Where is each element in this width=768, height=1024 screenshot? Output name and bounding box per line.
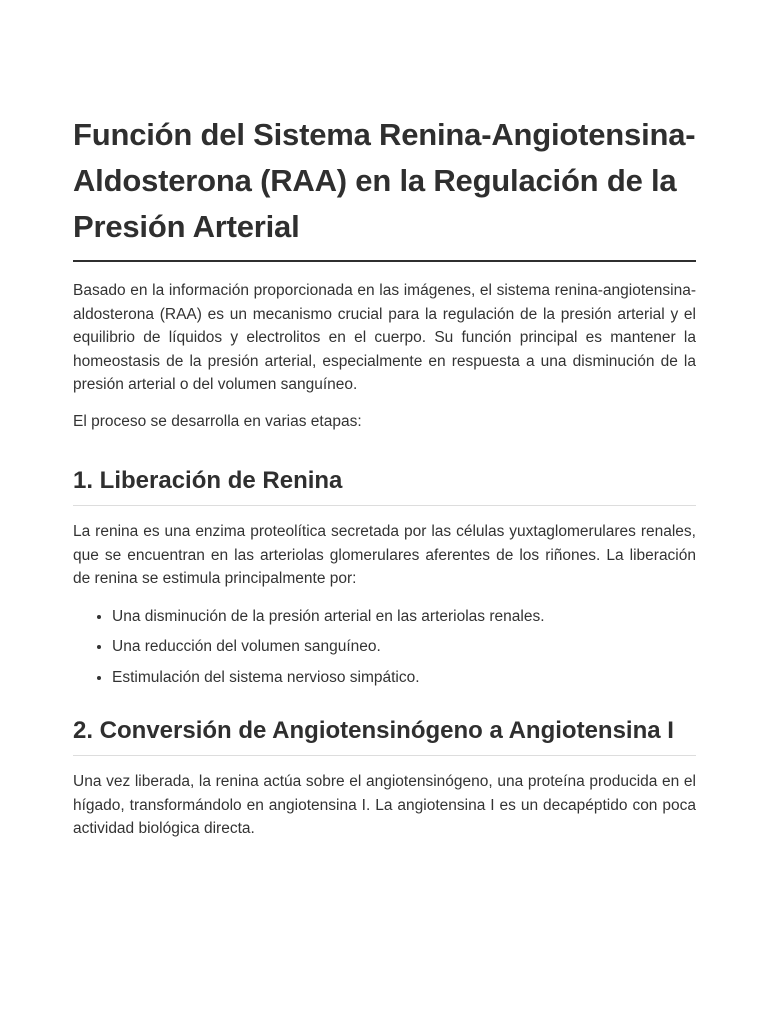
section-paragraph-angiotensin-conversion: Una vez liberada, la renina actúa sobre el angiotensinógeno, una proteína producida en el hígado, transformándolo en angiotensina I. La angiotensina I es un decapéptido con poca actividad biológica directa. (73, 773, 696, 837)
page-title: Función del Sistema Renina-Angiotensina-Aldosterona (RAA) en la Regulación de la Presión Arterial (73, 117, 696, 244)
document-content (73, 112, 696, 841)
list-item: • Estimulación del sistema nervioso simpático. (112, 666, 696, 690)
process-intro-paragraph: El proceso se desarrolla en varias etapas: (73, 412, 362, 430)
section-heading-renin-release: 1. Liberación de Renina (73, 465, 696, 506)
title-divider (73, 260, 696, 262)
intro-paragraph: Basado en la información proporcionada en las imágenes, el sistema renina-angiotensina-aldosterona (RAA) es un mecanismo crucial para la regulación de la presión arterial y el equilibrio de líquidos y electrolitos en el cuerpo. Su función principal es mantener la homeostasis de la presión arterial, especialmente en respuesta a una disminución de la presión arterial o del volumen sanguíneo. (73, 282, 696, 393)
renin-stimuli-list (73, 605, 696, 690)
list-item: • Una disminución de la presión arterial en las arteriolas renales. (112, 605, 696, 629)
section-heading-angiotensin-conversion: 2. Conversión de Angiotensinógeno a Angiotensina I (73, 715, 696, 756)
section-paragraph-renin-release: La renina es una enzima proteolítica secretada por las células yuxtaglomerulares renales, que se encuentran en las arteriolas glomerulares aferentes de los riñones. La liberación de renina se estimula principalmente por: (73, 523, 696, 587)
list-item: • Una reducción del volumen sanguíneo. (112, 635, 696, 659)
